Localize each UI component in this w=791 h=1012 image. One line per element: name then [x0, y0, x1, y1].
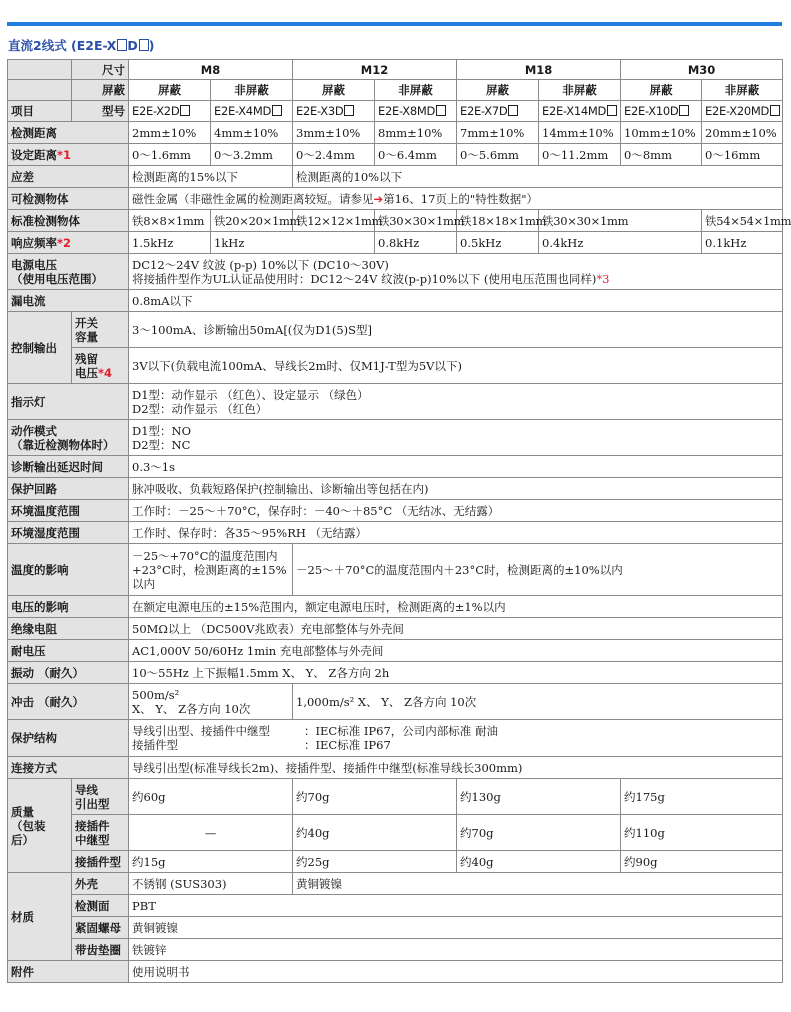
- row-control-output-switching: 控制输出 开关 容量 3～100mA、诊断输出50mA[(仅为D1(5)S型]: [8, 312, 783, 348]
- placeholder-box-icon: [139, 39, 149, 51]
- row-label: 响应频率*2: [8, 232, 129, 254]
- row-label: 材质: [8, 873, 72, 961]
- shielded-m8: 屏蔽: [129, 80, 211, 101]
- row-label: 漏电流: [8, 290, 129, 312]
- size-m18: M18: [457, 60, 621, 80]
- row-ambient-temperature: 环境温度范围 工作时：－25～＋70°C，保存时：－40～＋85°C （无结冰、无结露）: [8, 500, 783, 522]
- placeholder-box-icon: [770, 105, 780, 116]
- model-cell: E2E-X3D: [293, 101, 375, 122]
- row-temperature-influence: 温度的影响 －25～+70°C的温度范围内 +23°C时，检测距离的±15% 以内 －25～＋70°C的温度范围内＋23°C时，检测距离的±10%以内: [8, 544, 783, 596]
- footnote-ref: *2: [57, 235, 72, 250]
- row-label: 控制输出: [8, 312, 72, 384]
- row-operation-mode: 动作模式 （靠近检测物体时） D1型：NO D2型：NC: [8, 420, 783, 456]
- model-cell: E2E-X4MD: [211, 101, 293, 122]
- placeholder-box-icon: [117, 39, 127, 51]
- row-label: 指示灯: [8, 384, 129, 420]
- row-material-face: 检测面 PBT: [8, 895, 783, 917]
- sub-label: 外壳: [72, 873, 129, 895]
- unshielded-m18: 非屏蔽: [539, 80, 621, 101]
- title-mid: D: [127, 38, 138, 53]
- row-protective-structure: 保护结构 导线引出型、接插件中继型 ：IEC标准 IP67，公司内部标准 耐油 接插件型 ：IEC标准 IP67: [8, 720, 783, 757]
- row-material-washer: 带齿垫圈 铁镀锌: [8, 939, 783, 961]
- sub-label: 紧固螺母: [72, 917, 129, 939]
- row-label: 应差: [8, 166, 129, 188]
- sub-label: 残留 电压*4: [72, 348, 129, 384]
- placeholder-box-icon: [180, 105, 190, 116]
- shielded-m12: 屏蔽: [293, 80, 375, 101]
- model-cell: E2E-X8MD: [375, 101, 457, 122]
- row-supply-voltage: 电源电压 （使用电压范围） DC12～24V 纹波 (p-p) 10%以下 (DC10～30V) 将接插件型作为UL认证品使用时：DC12～24V 纹波(p-p)10%以下 (使用电压范围也同样)*3: [8, 254, 783, 290]
- row-mass-cable: 质量 （包装 后） 导线 引出型 约60g 约70g 约130g 约175g: [8, 779, 783, 815]
- row-label: 连接方式: [8, 757, 129, 779]
- row-connection-method: 连接方式 导线引出型(标准导线长2m)、接插件型、接插件中继型(标准导线长300mm): [8, 757, 783, 779]
- spec-table: [7, 59, 791, 983]
- unshielded-m30: 非屏蔽: [702, 80, 783, 101]
- row-control-output-residual: 残留 电压*4 3V以下(负载电流100mA、导线长2m时、仅M1J-T型为5V以下): [8, 348, 783, 384]
- placeholder-box-icon: [679, 105, 689, 116]
- arrow-right-icon: ➔: [373, 191, 384, 206]
- sub-label: 导线 引出型: [72, 779, 129, 815]
- footnote-ref: *1: [57, 147, 72, 162]
- sub-label: 接插件型: [72, 851, 129, 873]
- row-accessories: 附件 使用说明书: [8, 961, 783, 983]
- row-label: 检测距离: [8, 122, 129, 144]
- row-label: 耐电压: [8, 640, 129, 662]
- row-label: 质量 （包装 后）: [8, 779, 72, 873]
- size-m30: M30: [621, 60, 783, 80]
- row-label: 电压的影响: [8, 596, 129, 618]
- placeholder-box-icon: [607, 105, 617, 116]
- page-title: [8, 36, 154, 54]
- header-size-row: [8, 60, 783, 80]
- placeholder-box-icon: [272, 105, 282, 116]
- placeholder-box-icon: [508, 105, 518, 116]
- row-material-nut: 紧固螺母 黄铜镀镍: [8, 917, 783, 939]
- footnote-ref: *3: [596, 271, 610, 286]
- header-shield-label: 屏蔽: [102, 83, 125, 97]
- row-label: 温度的影响: [8, 544, 129, 596]
- row-insulation-resistance: 绝缘电阻 50MΩ以上 （DC500Ⅴ兆欧表）充电部整体与外壳间: [8, 618, 783, 640]
- row-label: 可检测物体: [8, 188, 129, 210]
- placeholder-box-icon: [344, 105, 354, 116]
- row-hysteresis: 应差 检测距离的15%以下 检测距离的10%以下: [8, 166, 783, 188]
- row-label: 标准检测物体: [8, 210, 129, 232]
- row-leakage-current: 漏电流 0.8mA以下: [8, 290, 783, 312]
- row-label: 动作模式 （靠近检测物体时）: [8, 420, 129, 456]
- shielded-m18: 屏蔽: [457, 80, 539, 101]
- row-standard-object: 标准检测物体 铁8×8×1mm 铁20×20×1mm 铁12×12×1mm 铁30×30×1mm 铁18×18×1mm 铁30×30×1mm 铁54×54×1mm: [8, 210, 783, 232]
- header-shield-row: [8, 80, 783, 101]
- row-label: 保护回路: [8, 478, 129, 500]
- header-model-row: [8, 101, 783, 122]
- size-m8: M8: [129, 60, 293, 80]
- footnote-ref: *4: [98, 365, 113, 380]
- unshielded-m12: 非屏蔽: [375, 80, 457, 101]
- sub-label: 开关 容量: [72, 312, 129, 348]
- top-rule: [7, 22, 782, 26]
- sub-label: 检测面: [72, 895, 129, 917]
- title-suffix: ): [148, 38, 155, 53]
- row-label: 振动 （耐久）: [8, 662, 129, 684]
- row-protection-circuit: 保护回路 脉冲吸收、负载短路保护(控制输出、诊断输出等包括在内): [8, 478, 783, 500]
- row-response-frequency: 响应频率*2 1.5kHz 1kHz 0.8kHz 0.5kHz 0.4kHz 0.1kHz: [8, 232, 783, 254]
- row-diagnostic-delay: 诊断输出延迟时间 0.3～1s: [8, 456, 783, 478]
- unshielded-m8: 非屏蔽: [211, 80, 293, 101]
- row-vibration: 振动 （耐久） 10～55Hz 上下振幅1.5mm X、 Y、 Z各方向 2h: [8, 662, 783, 684]
- model-cell: E2E-X2D: [129, 101, 211, 122]
- row-label: 诊断输出延迟时间: [8, 456, 129, 478]
- header-item-label: 项目: [8, 101, 72, 122]
- sub-label: 带齿垫圈: [72, 939, 129, 961]
- row-label: 保护结构: [8, 720, 129, 757]
- row-sensing-distance: 检测距离 2mm±10% 4mm±10% 3mm±10% 8mm±10% 7mm±10% 14mm±10% 10mm±10% 20mm±10%: [8, 122, 783, 144]
- row-voltage-influence: 电压的影响 在额定电源电压的±15%范围内，额定电源电压时，检测距离的±1%以内: [8, 596, 783, 618]
- shielded-m30: 屏蔽: [621, 80, 702, 101]
- row-shock: 冲击 （耐久） 500m/s² X、 Y、 Z各方向 10次 1,000m/s² X、 Y、 Z各方向 10次: [8, 684, 783, 720]
- row-indicator: 指示灯 D1型：动作显示 （红色）、设定显示 （绿色） D2型：动作显示 （红色）: [8, 384, 783, 420]
- row-label: 环境温度范围: [8, 500, 129, 522]
- header-model-label: 型号: [102, 104, 125, 118]
- row-dielectric-strength: 耐电压 AC1,000V 50/60Hz 1min 充电部整体与外壳间: [8, 640, 783, 662]
- model-cell: E2E-X20MD: [702, 101, 783, 122]
- sub-label: 接插件 中继型: [72, 815, 129, 851]
- row-label: 环境湿度范围: [8, 522, 129, 544]
- row-mass-connector: 接插件型 约15g 约25g 约40g 约90g: [8, 851, 783, 873]
- row-mass-relay: 接插件 中继型 — 约40g 约70g 约110g: [8, 815, 783, 851]
- row-label: 设定距离*1: [8, 144, 129, 166]
- row-label: 电源电压 （使用电压范围）: [8, 254, 129, 290]
- row-label: 绝缘电阻: [8, 618, 129, 640]
- row-detectable-object: 可检测物体 磁性金属（非磁性金属的检测距离较短。请参见➔第16、17页上的"特性数据"）: [8, 188, 783, 210]
- model-cell: E2E-X10D: [621, 101, 702, 122]
- row-ambient-humidity: 环境湿度范围 工作时、保存时：各35～95%RH （无结露）: [8, 522, 783, 544]
- row-material-case: 材质 外壳 不锈钢 (SUS303) 黄铜镀镍: [8, 873, 783, 895]
- row-label: 附件: [8, 961, 129, 983]
- model-cell: E2E-X7D: [457, 101, 539, 122]
- placeholder-box-icon: [436, 105, 446, 116]
- row-label: 冲击 （耐久）: [8, 684, 129, 720]
- title-prefix: 直流2线式 (E2E-X: [8, 38, 117, 53]
- model-cell: E2E-X14MD: [539, 101, 621, 122]
- header-size-label: 尺寸: [102, 62, 125, 77]
- size-m12: M12: [293, 60, 457, 80]
- row-set-distance: 设定距离*1 0～1.6mm 0～3.2mm 0～2.4mm 0～6.4mm 0～5.6mm 0～11.2mm 0～8mm 0～16mm: [8, 144, 783, 166]
